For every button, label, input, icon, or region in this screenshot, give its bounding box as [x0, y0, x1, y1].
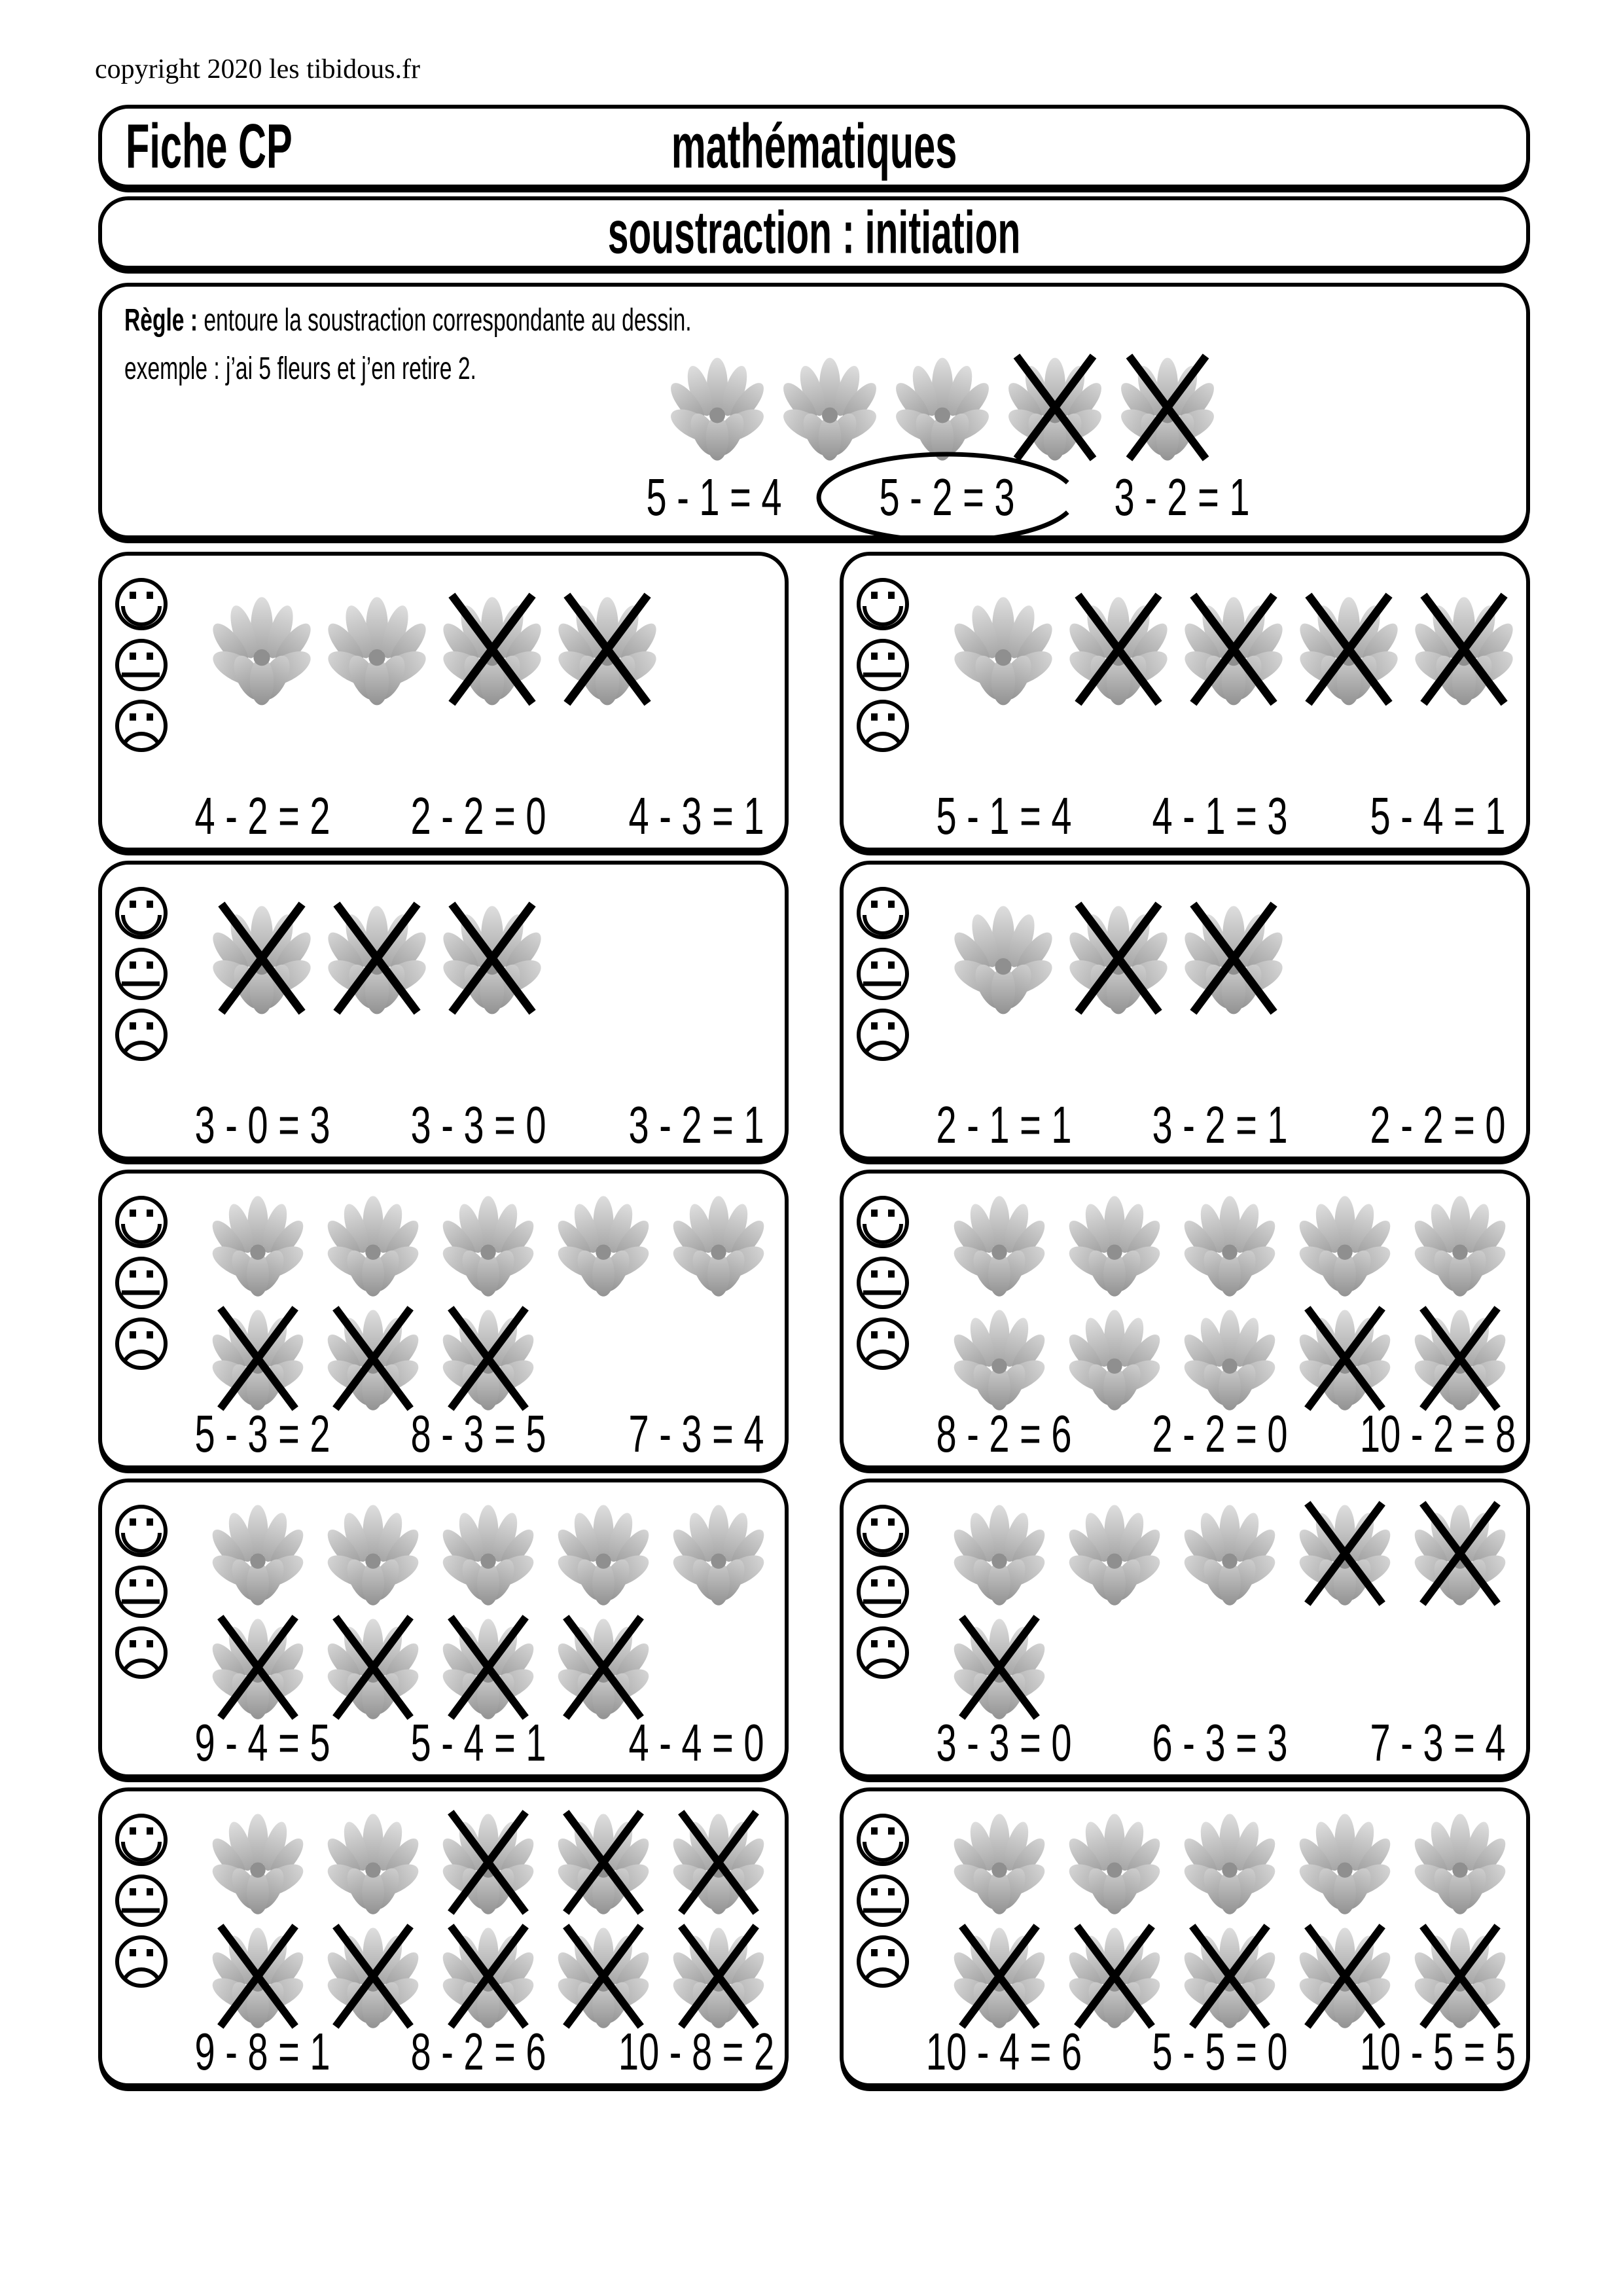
equation[interactable]: 4 - 2 = 2 — [194, 787, 330, 845]
neutral-face-icon — [855, 1564, 910, 1619]
flower-icon — [1179, 1498, 1281, 1609]
sad-face-icon — [114, 1007, 169, 1062]
flower-icon — [948, 1921, 1050, 2032]
rule-box — [98, 283, 1530, 539]
flower-row — [207, 1612, 783, 1723]
flower-icon — [437, 1498, 539, 1609]
flower-icon — [668, 1189, 770, 1300]
happy-face-icon — [114, 1194, 169, 1249]
sad-face-icon — [855, 1625, 910, 1680]
flower-icon — [1179, 1921, 1281, 2032]
sad-face-icon — [114, 698, 169, 753]
equation[interactable]: 3 - 3 = 0 — [410, 1096, 546, 1154]
happy-face-icon — [114, 1812, 169, 1867]
flower-icon — [322, 899, 432, 1018]
flower-icon — [1063, 1189, 1166, 1300]
flower-row — [948, 899, 1294, 1018]
equation[interactable]: 3 - 0 = 3 — [194, 1096, 330, 1154]
flower-row — [948, 1807, 1524, 1918]
sad-face-icon — [855, 1316, 910, 1371]
neutral-face-icon — [114, 1564, 169, 1619]
rule-label: Règle : — [124, 303, 198, 338]
flower-row — [948, 1189, 1524, 1300]
neutral-face-icon — [114, 637, 169, 692]
flower-icon — [437, 1189, 539, 1300]
flower-icon — [1179, 590, 1289, 709]
equation[interactable]: 7 - 3 = 4 — [1370, 1713, 1506, 1772]
flower-icon — [1409, 1921, 1511, 2032]
equation[interactable]: 3 - 2 = 1 — [628, 1096, 764, 1154]
lesson-title-bar — [98, 196, 1530, 270]
subject-title: mathématiques — [671, 111, 957, 181]
equation[interactable]: 10 - 4 = 6 — [925, 2022, 1082, 2081]
exercise-box — [98, 552, 789, 852]
equation[interactable]: 3 - 2 = 1 — [1152, 1096, 1288, 1154]
flower-area — [948, 1498, 1524, 1723]
flower-icon — [437, 1612, 539, 1723]
flower-icon — [668, 1807, 770, 1918]
neutral-face-icon — [855, 637, 910, 692]
flower-icon — [437, 1921, 539, 2032]
neutral-face-icon — [114, 946, 169, 1001]
flower-icon — [322, 1498, 424, 1609]
flower-row — [948, 1498, 1524, 1609]
flower-icon — [948, 899, 1058, 1018]
exercise-box — [98, 861, 789, 1160]
equation[interactable]: 7 - 3 = 4 — [628, 1405, 764, 1463]
flower-icon — [890, 351, 995, 464]
flower-area — [948, 590, 1524, 709]
flower-icon — [948, 1807, 1050, 1918]
equation[interactable]: 5 - 4 = 1 — [410, 1713, 546, 1772]
happy-face-icon — [855, 1194, 910, 1249]
neutral-face-icon — [855, 946, 910, 1001]
equation[interactable]: 2 - 2 = 0 — [410, 787, 546, 845]
flower-icon — [1409, 1189, 1511, 1300]
flower-row — [207, 1921, 783, 2032]
flower-area — [207, 899, 552, 1018]
self-rating-column — [855, 886, 910, 1062]
self-rating-column — [855, 1194, 910, 1371]
flower-icon — [948, 590, 1058, 709]
flower-row — [207, 899, 552, 1018]
equation[interactable]: 8 - 2 = 6 — [410, 2022, 546, 2081]
rule-equation — [1085, 467, 1279, 528]
neutral-face-icon — [114, 1873, 169, 1928]
flower-icon — [1003, 351, 1107, 464]
equation[interactable]: 4 - 4 = 0 — [628, 1713, 764, 1772]
sad-face-icon — [855, 1934, 910, 1989]
flower-row — [207, 1807, 783, 1918]
flower-icon — [437, 1303, 539, 1414]
flower-icon — [1179, 899, 1289, 1018]
happy-face-icon — [114, 577, 169, 632]
self-rating-column — [855, 1812, 910, 1989]
flower-row — [665, 351, 1228, 464]
flower-icon — [207, 590, 317, 709]
flower-icon — [552, 1921, 654, 2032]
self-rating-column — [114, 886, 169, 1062]
flower-row — [207, 1189, 783, 1300]
equation[interactable]: 6 - 3 = 3 — [1152, 1713, 1288, 1772]
equation[interactable]: 5 - 3 = 2 — [194, 1405, 330, 1463]
flower-icon — [207, 1807, 309, 1918]
flower-row — [207, 1303, 783, 1414]
equation[interactable]: 5 - 1 = 4 — [936, 787, 1072, 845]
flower-icon — [948, 1498, 1050, 1609]
flower-row — [948, 590, 1524, 709]
flower-row — [207, 1498, 783, 1609]
self-rating-column — [114, 1812, 169, 1989]
flower-icon — [1409, 1498, 1511, 1609]
exercise-box — [98, 1787, 789, 2087]
flower-row — [948, 1303, 1524, 1414]
equation[interactable]: 5 - 5 = 0 — [1152, 2022, 1288, 2081]
happy-face-icon — [855, 886, 910, 941]
flower-icon — [552, 1498, 654, 1609]
happy-face-icon — [855, 1503, 910, 1558]
rule-equation — [850, 467, 1044, 528]
rule-flower-area — [665, 351, 1228, 464]
self-rating-column — [855, 577, 910, 753]
exercise-box — [840, 861, 1530, 1160]
flower-icon — [1409, 590, 1519, 709]
flower-row — [948, 1612, 1524, 1723]
flower-icon — [552, 1612, 654, 1723]
exercise-box — [840, 1170, 1530, 1469]
equation[interactable]: 8 - 3 = 5 — [410, 1405, 546, 1463]
self-rating-column — [114, 1194, 169, 1371]
flower-area — [948, 1189, 1524, 1414]
flower-icon — [322, 1303, 424, 1414]
flower-icon — [437, 590, 547, 709]
equation[interactable]: 2 - 1 = 1 — [936, 1096, 1072, 1154]
equation[interactable]: 2 - 2 = 0 — [1370, 1096, 1506, 1154]
equation[interactable]: 4 - 3 = 1 — [628, 787, 764, 845]
exercise-box — [840, 1479, 1530, 1778]
flower-icon — [322, 1807, 424, 1918]
flower-icon — [207, 1921, 309, 2032]
equation[interactable]: 5 - 2 = 3 — [879, 468, 1015, 526]
equation[interactable]: 9 - 4 = 5 — [194, 1713, 330, 1772]
flower-icon — [1294, 1498, 1396, 1609]
flower-icon — [665, 351, 770, 464]
sad-face-icon — [855, 1007, 910, 1062]
rule-instruction-text: entoure la soustraction correspondante au dessin. — [198, 303, 692, 338]
happy-face-icon — [855, 577, 910, 632]
flower-icon — [437, 1807, 539, 1918]
rule-equation — [617, 467, 811, 528]
equation[interactable]: 4 - 1 = 3 — [1152, 787, 1288, 845]
flower-icon — [1179, 1807, 1281, 1918]
equation[interactable]: 2 - 2 = 0 — [1152, 1405, 1288, 1463]
flower-icon — [207, 1612, 309, 1723]
flower-area — [948, 899, 1294, 1018]
flower-icon — [322, 590, 432, 709]
header-bar — [98, 105, 1530, 188]
flower-icon — [207, 1498, 309, 1609]
equation[interactable]: 5 - 1 = 4 — [646, 468, 782, 526]
happy-face-icon — [855, 1812, 910, 1867]
flower-icon — [552, 1807, 654, 1918]
flower-area — [207, 1189, 783, 1414]
neutral-face-icon — [114, 1255, 169, 1310]
flower-icon — [322, 1921, 424, 2032]
flower-area — [207, 1807, 783, 2032]
flower-icon — [552, 1189, 654, 1300]
flower-icon — [1063, 1303, 1166, 1414]
equation[interactable]: 3 - 2 = 1 — [1114, 468, 1250, 526]
equation[interactable]: 5 - 4 = 1 — [1370, 787, 1506, 845]
flower-icon — [322, 1612, 424, 1723]
exercise-box — [840, 552, 1530, 852]
self-rating-column — [114, 577, 169, 753]
flower-icon — [1179, 1189, 1281, 1300]
flower-icon — [1063, 1921, 1166, 2032]
neutral-face-icon — [855, 1255, 910, 1310]
equation[interactable]: 3 - 3 = 0 — [936, 1713, 1072, 1772]
exercise-box — [98, 1479, 789, 1778]
flower-icon — [948, 1189, 1050, 1300]
neutral-face-icon — [855, 1873, 910, 1928]
flower-icon — [1294, 1303, 1396, 1414]
flower-icon — [1294, 590, 1404, 709]
flower-icon — [322, 1189, 424, 1300]
page-title: soustraction : initiation — [607, 199, 1021, 266]
flower-icon — [668, 1921, 770, 2032]
equation[interactable]: 9 - 8 = 1 — [194, 2022, 330, 2081]
flower-area — [948, 1807, 1524, 2032]
exercise-box — [840, 1787, 1530, 2087]
flower-row — [948, 1921, 1524, 2032]
flower-area — [207, 590, 668, 709]
flower-icon — [1409, 1303, 1511, 1414]
flower-icon — [552, 590, 662, 709]
flower-icon — [1294, 1921, 1396, 2032]
flower-icon — [1063, 1498, 1166, 1609]
flower-icon — [1179, 1303, 1281, 1414]
flower-icon — [668, 1498, 770, 1609]
flower-icon — [777, 351, 882, 464]
flower-icon — [437, 899, 547, 1018]
flower-icon — [207, 1189, 309, 1300]
flower-icon — [1063, 1807, 1166, 1918]
flower-area — [207, 1498, 783, 1723]
flower-icon — [948, 1612, 1050, 1723]
flower-icon — [948, 1303, 1050, 1414]
flower-icon — [1063, 899, 1173, 1018]
equation[interactable]: 8 - 2 = 6 — [936, 1405, 1072, 1463]
rule-instruction — [124, 302, 692, 338]
equation[interactable]: 10 - 5 = 5 — [1359, 2022, 1516, 2081]
sad-face-icon — [855, 698, 910, 753]
self-rating-column — [114, 1503, 169, 1680]
happy-face-icon — [114, 1503, 169, 1558]
sad-face-icon — [114, 1934, 169, 1989]
flower-icon — [1409, 1807, 1511, 1918]
rule-example: exemple : j’ai 5 fleurs et j’en retire 2. — [124, 351, 476, 386]
flower-icon — [1063, 590, 1173, 709]
flower-icon — [207, 899, 317, 1018]
flower-icon — [1115, 351, 1220, 464]
self-rating-column — [855, 1503, 910, 1680]
flower-row — [207, 590, 668, 709]
flower-icon — [1294, 1807, 1396, 1918]
equation[interactable]: 10 - 8 = 2 — [618, 2022, 775, 2081]
exercise-box — [98, 1170, 789, 1469]
flower-icon — [1294, 1189, 1396, 1300]
sheet-label: Fiche CP — [126, 111, 293, 181]
flower-icon — [207, 1303, 309, 1414]
equation[interactable]: 10 - 2 = 8 — [1359, 1405, 1516, 1463]
happy-face-icon — [114, 886, 169, 941]
sad-face-icon — [114, 1625, 169, 1680]
copyright-text: copyright 2020 les tibidous.fr — [95, 54, 420, 84]
sad-face-icon — [114, 1316, 169, 1371]
